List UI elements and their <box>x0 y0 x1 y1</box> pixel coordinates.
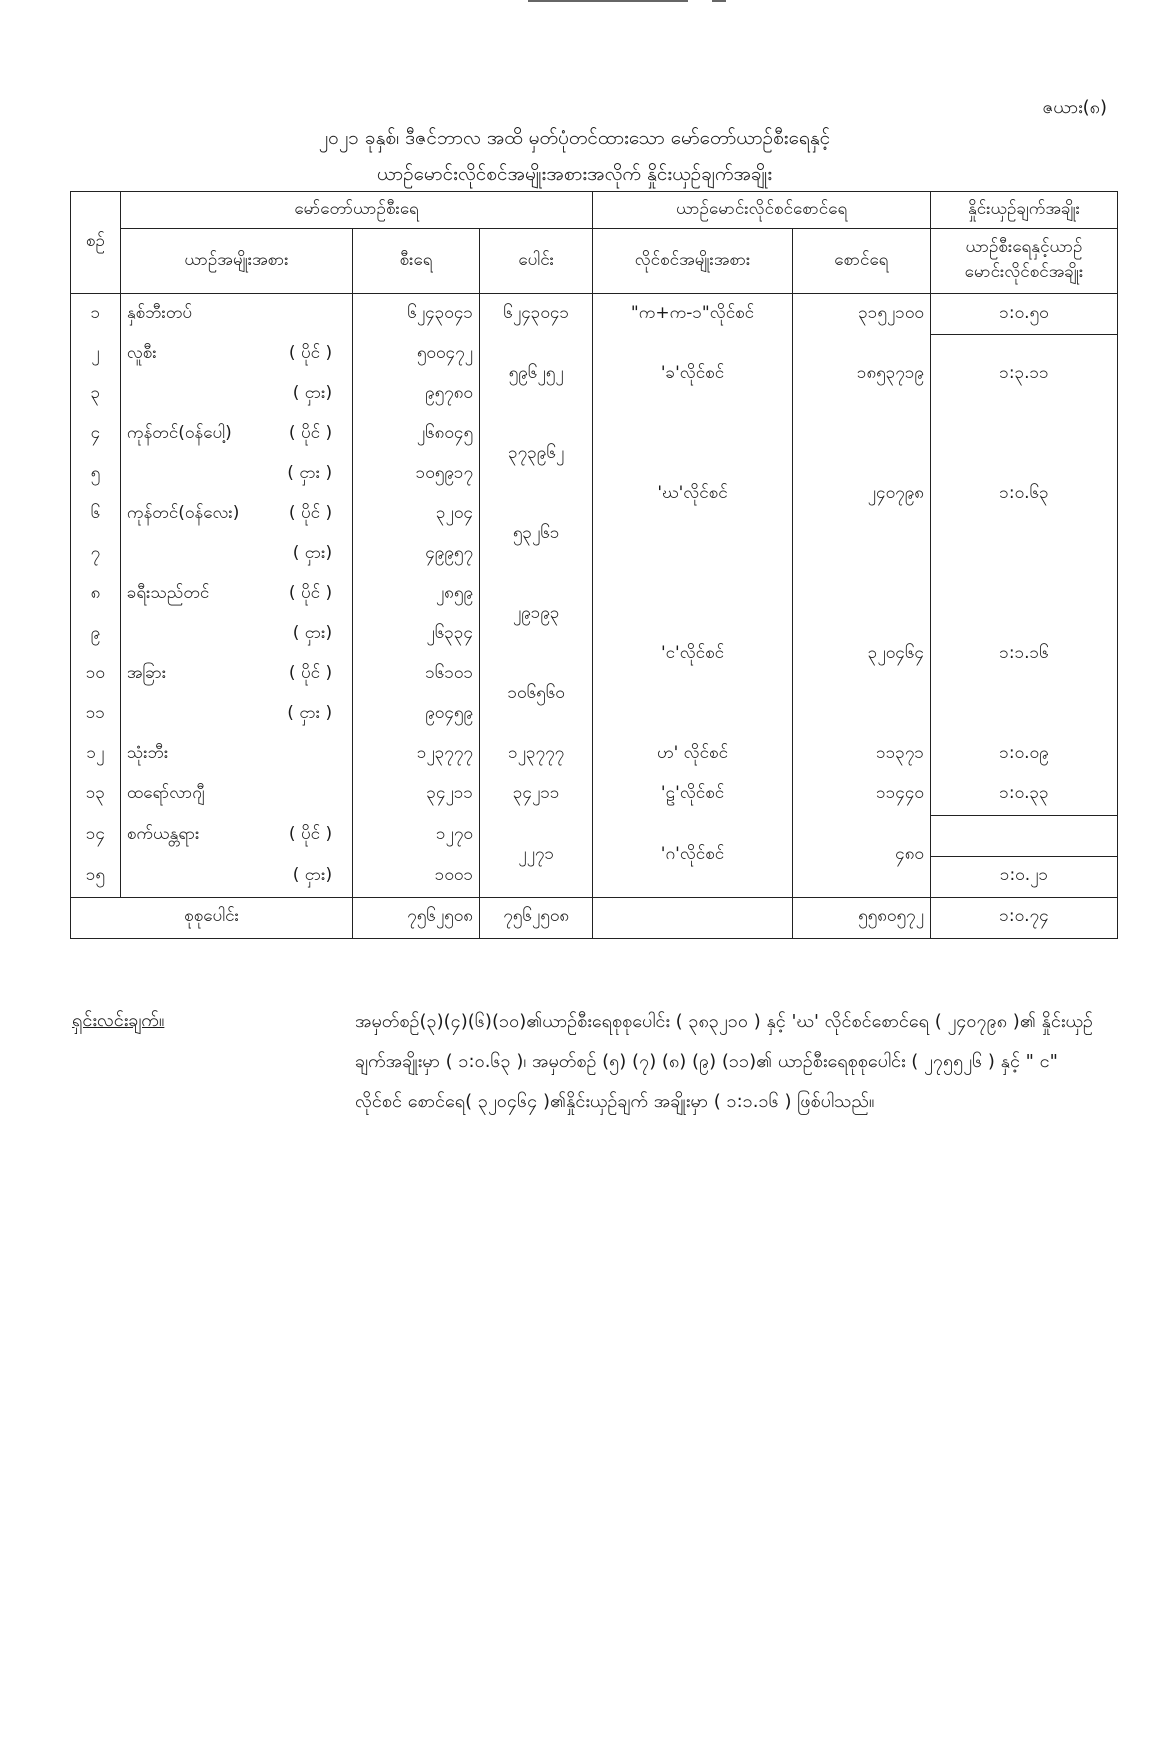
row-vehicle-type <box>120 775 352 816</box>
table-row <box>71 294 1118 335</box>
row-type-label: စက်ယန္တရား <box>126 824 200 844</box>
row-subtype: ( ပိုင် ) <box>288 343 333 363</box>
license-count-cell: ၃၂၀၄၆၄ <box>792 575 930 735</box>
row-type-label: သုံးဘီး <box>126 743 169 763</box>
vehicle-license-table <box>70 191 1118 939</box>
row-subtype: ( ပိုင် ) <box>288 824 333 844</box>
row-count: ၁၂၃၇၇၇ <box>353 735 480 775</box>
header-license-type: လိုင်စင်အမျိုးအစား <box>593 229 792 294</box>
header-vehicle-type: ယာဉ်အမျိုးအစား <box>120 229 352 294</box>
row-count: ၅၀၀၄၇၂ <box>353 335 480 375</box>
row-vehicle-type <box>120 495 352 535</box>
table-row <box>71 815 1118 856</box>
row-subtype: ( ပိုင် ) <box>288 583 333 603</box>
ratio-cell: ၁:၀.၆၃ <box>930 415 1117 575</box>
row-vehicle-type <box>120 415 352 455</box>
scan-edge-mark <box>528 0 688 2</box>
row-count: ၂၆၃၃၄ <box>353 615 480 655</box>
license-count-cell: ၁၁၃၇၁ <box>792 735 930 775</box>
license-count-cell: ၁၁၄၄၀ <box>792 775 930 816</box>
row-number: ၁၃ <box>71 775 121 816</box>
group-total: ၁၂၃၇၇၇ <box>480 735 593 775</box>
document-title-line2: ယာဉ်မောင်းလိုင်စင်အမျိုးအစားအလိုက် နှိုင်းယှဉ်ချက်အချိုး <box>376 163 773 185</box>
license-type-cell: "က+က-၁"လိုင်စင် <box>593 294 792 335</box>
row-type-label: ခရီးသည်တင် <box>126 583 210 603</box>
row-vehicle-type <box>120 735 352 775</box>
ratio-cell: ၁:၀.၃၃ <box>930 775 1117 816</box>
row-count: ၃၂၀၄ <box>353 495 480 535</box>
row-number: ၅ <box>71 455 121 495</box>
row-number: ၉ <box>71 615 121 655</box>
license-count-cell: ၃၁၅၂၁၀၀ <box>792 294 930 335</box>
group-total: ၂၂၇၁ <box>480 815 593 897</box>
row-number: ၁၂ <box>71 735 121 775</box>
row-count: ၁၂၇၀ <box>353 815 480 856</box>
grand-total-licenses: ၅၅၈၀၅၇၂ <box>792 897 930 938</box>
row-number: ၁၁ <box>71 695 121 735</box>
row-vehicle-type <box>120 815 352 856</box>
row-type-label: နှစ်ဘီးတပ် <box>126 302 193 323</box>
row-number: ၂ <box>71 335 121 375</box>
table-row <box>71 415 1118 455</box>
row-vehicle-type <box>120 856 352 897</box>
header-ratio-group: နှိုင်းယှဉ်ချက်အချိုး <box>930 192 1117 229</box>
row-number: ၃ <box>71 375 121 415</box>
table-reference: ဇယား(၈) <box>1042 97 1107 118</box>
row-count: ၉၅၇၈၀ <box>353 375 480 415</box>
row-type-label: ကုန်တင်(ဝန်ပေါ့) <box>126 423 232 443</box>
row-vehicle-type <box>120 335 352 375</box>
row-count: ၉၀၄၅၉ <box>353 695 480 735</box>
row-subtype: ( ငှား) <box>292 623 333 643</box>
row-subtype: ( ပိုင် ) <box>288 503 333 523</box>
row-count: ၂၈၅၉ <box>353 575 480 615</box>
row-type-label: ကုန်တင်(ဝန်လေး) <box>126 503 240 523</box>
row-subtype: ( ငှား ) <box>287 703 333 723</box>
notes-heading: ရှင်းလင်းချက်။ <box>72 1010 165 1031</box>
header-ratio-line2: မောင်းလိုင်စင်အချိုး <box>964 262 1084 282</box>
grand-total-label: စုစုပေါင်း <box>71 897 353 938</box>
group-total: ၃၇၃၉၆၂ <box>480 415 593 495</box>
header-vehicles-group: မော်တော်ယာဉ်စီးရေ <box>120 192 592 229</box>
row-subtype: ( ပိုင် ) <box>288 423 333 443</box>
ratio-cell-empty <box>930 815 1117 856</box>
license-type-cell: 'ဃ'လိုင်စင် <box>593 415 792 575</box>
group-total: ၅၃၂၆၁ <box>480 495 593 575</box>
license-type-cell: 'င'လိုင်စင် <box>593 575 792 735</box>
header-licenses-group: ယာဉ်မောင်းလိုင်စင်စောင်ရေ <box>593 192 931 229</box>
grand-total-row <box>71 897 1118 938</box>
license-type-cell: 'ဠ'လိုင်စင် <box>593 775 792 816</box>
license-count-cell: ၁၈၅၃၇၁၉ <box>792 335 930 415</box>
ratio-cell: ၁:၀.၅၀ <box>930 294 1117 335</box>
license-count-cell: ၄၈၀ <box>792 815 930 897</box>
table-row <box>71 335 1118 375</box>
row-number: ၁၀ <box>71 655 121 695</box>
row-number: ၁၅ <box>71 856 121 897</box>
ratio-cell: ၁:၁.၁၆ <box>930 575 1117 735</box>
row-subtype: ( ပိုင် ) <box>288 663 333 683</box>
row-vehicle-type <box>120 655 352 695</box>
group-total: ၁၀၆၅၆၀ <box>480 655 593 735</box>
group-total: ၃၄၂၁၁ <box>480 775 593 816</box>
row-number: ၁ <box>71 294 121 335</box>
ratio-cell: ၁:၃.၁၁ <box>930 335 1117 415</box>
row-vehicle-type <box>120 375 352 415</box>
row-count: ၄၉၉၅၇ <box>353 535 480 575</box>
grand-total-license-type <box>593 897 792 938</box>
scan-edge-mark <box>712 0 726 2</box>
row-subtype: ( ငှား) <box>292 864 333 885</box>
grand-total-sum: ၇၅၆၂၅၀၈ <box>480 897 593 938</box>
row-number: ၈ <box>71 575 121 615</box>
group-total: ၂၉၁၉၃ <box>480 575 593 655</box>
row-type-label: ထရော်လာဂျီ <box>126 783 205 804</box>
header-ratio-line1: ယာဉ်စီးရေနှင့်ယာဉ် <box>965 237 1083 257</box>
notes-body <box>355 1002 1100 1122</box>
ratio-cell: ၁:၀.၂၁ <box>930 856 1117 897</box>
row-subtype: ( ငှား) <box>292 383 333 403</box>
table-row <box>71 575 1118 615</box>
notes-paragraph: အမှတ်စဉ်(၃)(၄)(၆)(၁၀)၏ယာဉ်စီးရေစုစုပေါင်း ( ၃၈၃၂၁၀ ) နှင့် 'ဃ' လိုင်စင်စောင်ရေ ( ၂၄၀၇၉၈ )၏ နှိုင်းယှဉ်ချက်အချိုးမှာ ( ၁:၀.၆၃ )၊ အမှတ်စဉ် (၅) (၇) (၈) (၉) (၁၁)၏ ယာဉ်စီးရေစုစုပေါင်း ( ၂၇၅၅၂၆ ) နှင့် " င" လိုင်စင် စောင်ရေ( ၃၂၀၄၆၄ )၏နှိုင်းယှဉ်ချက် အချိုးမှာ ( ၁:၁.၁၆ ) ဖြစ်ပါသည်။ <box>355 1011 1093 1112</box>
row-subtype: ( ငှား ) <box>287 463 333 483</box>
header-license-count: စောင်ရေ <box>792 229 930 294</box>
grand-total-count: ၇၅၆၂၅၀၈ <box>353 897 480 938</box>
header-serial: စဉ် <box>71 192 121 294</box>
row-vehicle-type <box>120 615 352 655</box>
row-count: ၃၄၂၁၁ <box>353 775 480 816</box>
row-count: ၁၀၅၉၁၇ <box>353 455 480 495</box>
grand-total-ratio: ၁:၀.၇၄ <box>930 897 1117 938</box>
row-count: ၁၆၁၀၁ <box>353 655 480 695</box>
ratio-cell: ၁:၀.၀၉ <box>930 735 1117 775</box>
row-vehicle-type <box>120 294 352 335</box>
header-count: စီးရေ <box>353 229 480 294</box>
license-type-cell: ဟ' လိုင်စင် <box>593 735 792 775</box>
row-count: ၁၀၀၁ <box>353 856 480 897</box>
row-type-label: အခြား <box>126 663 167 683</box>
row-vehicle-type <box>120 575 352 615</box>
license-count-cell: ၂၄၀၇၉၈ <box>792 415 930 575</box>
license-type-cell: 'ခ'လိုင်စင် <box>593 335 792 415</box>
row-count: ၂၆၈၀၄၅ <box>353 415 480 455</box>
document-title-line1: ၂၀၂၁ ခုနှစ်၊ ဒီဇင်ဘာလ အထိ မှတ်ပုံတင်ထားသော မော်တော်ယာဉ်စီးရေနှင့် <box>318 127 831 149</box>
row-count: ၆၂၄၃၀၄၁ <box>353 294 480 335</box>
group-total: ၆၂၄၃၀၄၁ <box>480 294 593 335</box>
row-vehicle-type <box>120 455 352 495</box>
row-number: ၄ <box>71 415 121 455</box>
table-row <box>71 735 1118 775</box>
header-ratio <box>930 229 1117 294</box>
row-vehicle-type <box>120 695 352 735</box>
table-row <box>71 775 1118 816</box>
row-number: ၆ <box>71 495 121 535</box>
row-type-label: လူစီး <box>126 343 157 363</box>
group-total: ၅၉၆၂၅၂ <box>480 335 593 415</box>
license-type-cell: 'ဂ'လိုင်စင် <box>593 815 792 897</box>
header-total: ပေါင်း <box>480 229 593 294</box>
row-vehicle-type <box>120 535 352 575</box>
row-subtype: ( ငှား) <box>292 543 333 563</box>
row-number: ၇ <box>71 535 121 575</box>
row-number: ၁၄ <box>71 815 121 856</box>
